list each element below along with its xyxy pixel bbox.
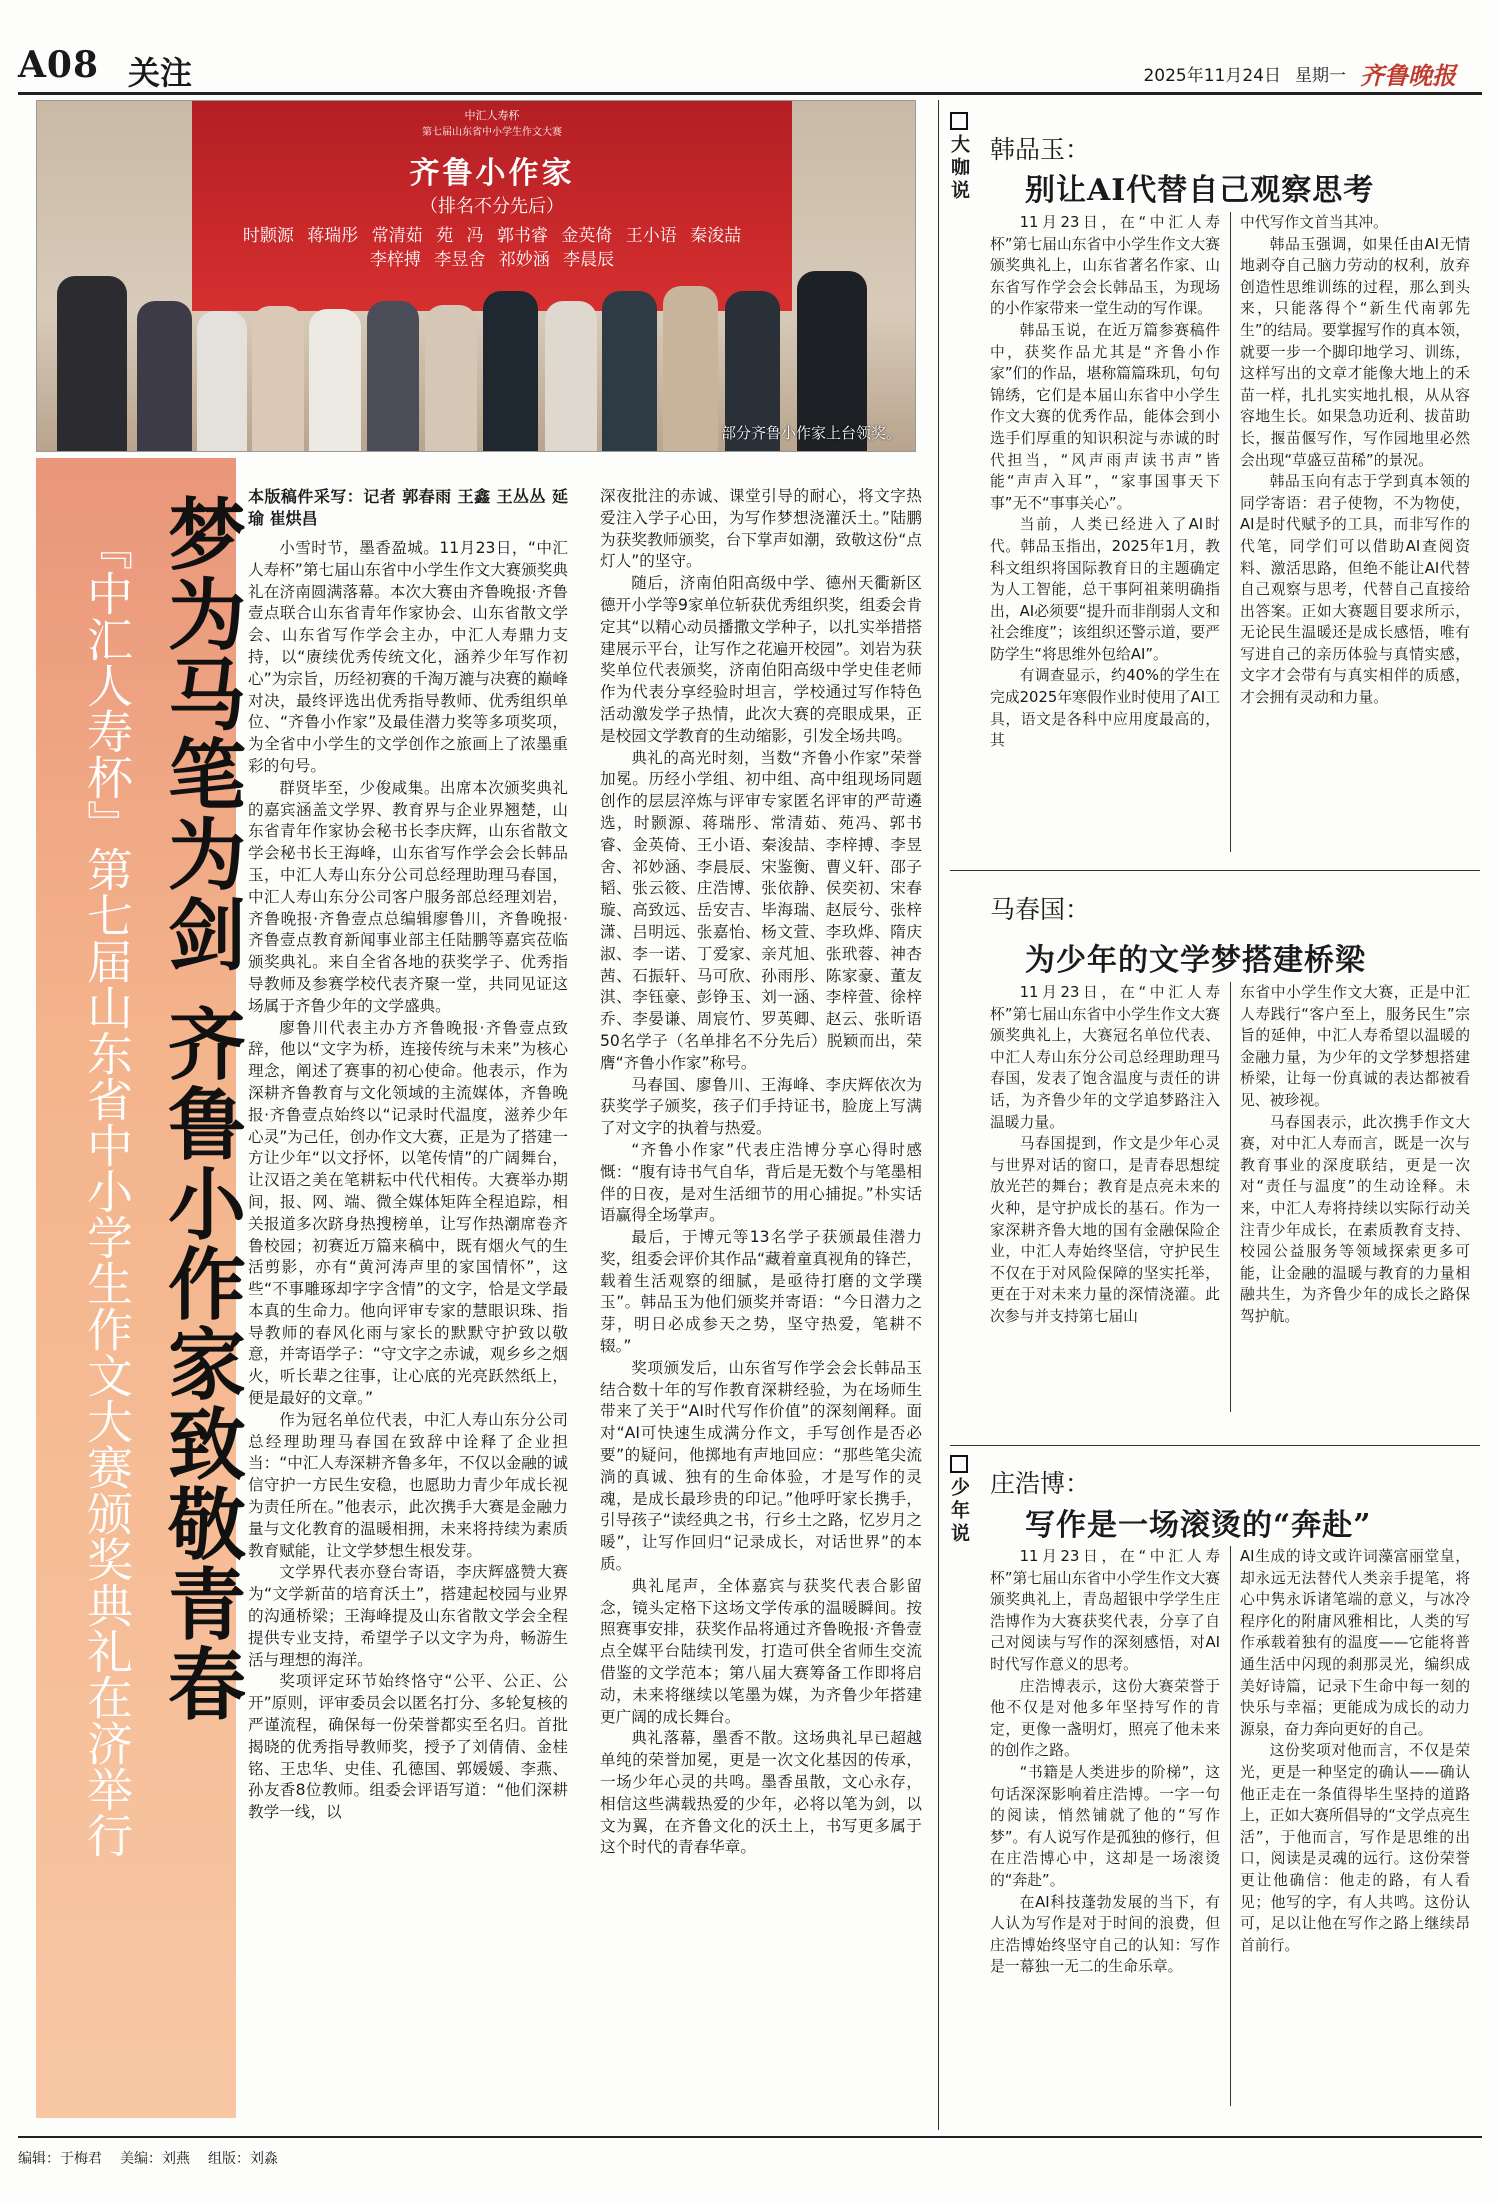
side-col-right: 东省中小学生作文大赛，正是中汇人寿践行“客户至上，服务民生”宗旨的延伸，中汇人寿希望以温暖的金融力量，为少年的文学梦想搭建桥梁，让每一份真诚的表达都被看见、被珍视。 马春国表示，此次携手作文大赛，对中汇人寿而言，既是一次与教育事业的深度联结，更是一次对“责任与温度”的生动诠释。未来，中汇人寿将持续以实际行动关注青少年成长，在素质教育支持、校园公益服务等领域探索更多可能，让金融的温暖与教育的力量相融共生，为齐鲁少年的成长之路保驾护航。: [1240, 984, 1470, 1325]
sub-headline: 『中汇人寿杯』第七届山东省中小学生作文大赛颁奖典礼在济举行: [80, 524, 134, 1858]
award-photo: [36, 100, 916, 452]
article-paragraph: 奖项评定环节始终恪守“公平、公正、公开”原则，评审委员会以匿名打分、多轮复核的严谨流程，确保每一份荣誉都实至名归。首批揭晓的优秀指导教师奖，授予了刘倩倩、金桂铭、王忠华、史佳、孔德国、郭媛媛、李燕、孙友香8位教师。组委会评语写道：“他们深耕教学一线，以: [248, 1672, 568, 1822]
side-col-right: 中代写作文首当其冲。 韩品玉强调，如果任由AI无情地剥夺自己脑力劳动的权利，放弃创造性思维训练的过程，那么到头来，只能落得个“新生代南郭先生”的结局。要掌握写作的真本领，就要一步一个脚印地学习、训练，这样写出的文章才能像大地上的禾苗一样，扎扎实实地扎根，从从容容地生长。如果急功近利、拔苗助长，揠苗偃写作，写作园地里必然会出现“草盛豆苗稀”的景况。 韩品玉向有志于学到真本领的同学寄语：君子使物，不为物使，AI是时代赋予的工具，而非写作的代笔，同学们可以借助AI查阅资料、激活思路，但绝不能让AI代替自己观察与思考，代替自己直接给出答案。正如大赛题目要求所示，无论民生温暖还是成长感悟，唯有写进自己的亲历体验与真情实感，文字才会带有与真实相伴的质感，才会拥有灵动和力量。: [1240, 214, 1470, 707]
banner-title: 齐鲁小作家: [409, 156, 575, 191]
side-divider: [1230, 982, 1231, 1412]
section-divider: [950, 1445, 1480, 1446]
weekday: 星期一: [1295, 66, 1346, 86]
side-divider: [1230, 1546, 1231, 2106]
headline-strip: [36, 458, 246, 2118]
side-title: 写作是一场滚烫的“奔赴”: [1025, 1508, 1372, 1543]
photo-caption: 部分齐鲁小作家上台领奖。: [720, 424, 901, 442]
article-paragraph: 群贤毕至，少俊咸集。出席本次颁奖典礼的嘉宾涵盖文学界、教育界与企业界翘楚，山东省青年作家协会秘书长李庆辉，山东省散文学会秘书长王海峰，山东省写作学会会长韩品玉，中汇人寿山东分公司总经理助理马春国，中汇人寿山东分公司客户服务部总经理刘岩，齐鲁晚报·齐鲁壹点总编辑廖鲁川，齐鲁晚报·齐鲁壹点教育新闻事业部主任陆鹏等嘉宾莅临颁奖典礼。来自全省各地的获奖学子、优秀指导教师及参赛学校代表齐聚一堂，共同见证这场属于齐鲁少年的文学盛典。: [248, 778, 568, 1015]
page-number: A08: [18, 44, 100, 86]
article-col1: [248, 486, 568, 1824]
side-label-experts: 大咖说: [951, 112, 973, 203]
article-paragraph: 小雪时节，墨香盈城。11月23日，“中汇人寿杯”第七届山东省中小学生作文大赛颁奖典礼在济南圆满落幕。本次大赛由齐鲁晚报·齐鲁壹点联合山东省青年作家协会、山东省散文学会、山东省写作学会主办，中汇人寿鼎力支持，以“赓续优秀传统文化，涵养少年写作初心”为宗旨，历经初赛的千淘万漉与决赛的巅峰对决，最终评选出优秀指导教师、优秀组织单位、“齐鲁小作家”及最佳潜力奖等多项奖项，为全省中小学生的文学创作之旅画上了浓墨重彩的句号。: [248, 539, 568, 775]
side-title: 别让AI代替自己观察思考: [1025, 173, 1375, 208]
page-footer: [18, 2148, 278, 2168]
side-divider: [1230, 212, 1231, 852]
article-paragraph: 文学界代表亦登台寄语，李庆辉盛赞大赛为“文学新苗的培育沃土”，搭建起校园与业界的沟通桥梁；王海峰提及山东省散文学会全程提供专业支持，希望学子以文字为舟，畅游生活与理想的海洋。: [248, 1563, 568, 1669]
page-header: [18, 42, 1482, 92]
article-paragraph: “齐鲁小作家”代表庄浩博分享心得时感慨：“腹有诗书气自华，背后是无数个与笔墨相伴的日夜，是对生活细节的用心捕捉。”朴实话语赢得全场掌声。: [600, 1140, 922, 1225]
banner-line1: 中汇人寿杯: [464, 109, 520, 122]
article-paragraph: 深夜批注的赤诚、课堂引导的耐心，将文字热爱注入学子心田，为写作梦想浇灌沃土。”陆鹏为获奖教师颁奖，台下掌声如潮，致敬这份“点灯人”的坚守。: [600, 487, 922, 571]
article-paragraph: 奖项颁发后，山东省写作学会会长韩品玉结合数十年的写作教育深耕经验，为在场师生带来了关于“AI时代写作价值”的深刻阐释。面对“AI可快速生成满分作文，手写创作是否必要”的疑问，他掷地有声地回应：“那些笔尖流淌的真诚、独有的生命体验，才是写作的灵魂，是成长最珍贵的印记。”他呼吁家长携手，引导孩子“读经典之书，行乡土之路，忆岁月之暖”，让写作回归“记录成长，对话世界”的本质。: [600, 1358, 922, 1574]
section-name: 关注: [128, 54, 193, 92]
article-paragraph: 典礼的高光时刻，当数“齐鲁小作家”荣誉加冕。历经小学组、初中组、高中组现场同题创作的层层淬炼与评审专家匿名评审的严苛遴选，时颢源、蒋瑞彤、常清茹、苑冯、郭书睿、金英倚、王小语、秦浚喆、李梓搏、李昱舍、祁妙涵、李晨辰、宋鉴衡、曹义轩、邵子韬、张云筱、庄浩博、张依静、侯奕初、宋春璇、高致远、岳安吉、毕海瑞、赵辰兮、张梓潇、吕明远、张嘉怡、杨文萱、李玖烨、隋庆淑、李一诺、丁爱家、亲芃旭、张玳蓉、神杏茜、石振轩、马可欣、孙雨彤、陈家豪、董友淇、李钰豪、彭铮玉、刘一涵、李梓萱、徐梓乔、李晏谦、周宸竹、罗英卿、赵云、张昕语50名学子（名单排名不分先后）脱颖而出，荣膺“齐鲁小作家”称号。: [600, 748, 922, 1072]
byline: 本版稿件采写：记者 郭春雨 王鑫 王丛丛 延瑜 崔烘昌: [248, 487, 568, 528]
article-paragraph: 马春国、廖鲁川、王海峰、李庆辉依次为获奖学子颁奖，孩子们手持证书，脸庞上写满了对文字的执着与热爱。: [600, 1075, 922, 1138]
header-rule: [18, 92, 1482, 95]
column-divider: [938, 100, 939, 2130]
side-col-left: 11月23日，在“中汇人寿杯”第七届山东省中小学生作文大赛颁奖典礼上，大赛冠名单位代表、中汇人寿山东分公司总经理助理马春国，发表了饱含温度与责任的讲话，为齐鲁少年的文学追梦路注入温暖力量。 马春国提到，作文是少年心灵与世界对话的窗口，是青春思想绽放光芒的舞台；教育是点亮未来的火种，是守护成长的基石。作为一家深耕齐鲁大地的国有金融保险企业，中汇人寿始终坚信，守护民生不仅在于对风险保障的坚实托举，更在于对未来力量的深情浇灌。此次参与并支持第七届山: [990, 984, 1220, 1325]
box-icon: [950, 1455, 968, 1473]
speaker-name: 庄浩博：: [990, 1469, 1091, 1498]
banner-sub: （排名不分先后）: [420, 196, 564, 217]
layout-credit: 组版：刘淼: [208, 2151, 278, 2167]
section-divider: [950, 870, 1480, 871]
article-paragraph: 典礼尾声，全体嘉宾与获奖代表合影留念，镜头定格下这场文学传承的温暖瞬间。按照赛事安排，获奖作品将通过齐鲁晚报·齐鲁壹点全媒平台陆续刊发，打造可供全省师生交流借鉴的文学范本；第八届大赛筹备工作即将启动，未来将继续以笔墨为媒，为齐鲁少年搭建更广阔的成长舞台。: [600, 1576, 922, 1726]
side-label-youth: 少年说: [951, 1455, 973, 1546]
article-paragraph: 作为冠名单位代表，中汇人寿山东分公司总经理助理马春国在致辞中诠释了企业担当：“中汇人寿深耕齐鲁多年，不仅以金融的诚信守护一方民生安稳，也愿助力青少年成长视为责任所在。”他表示，此次携手大赛是金融力量与文化教育的温暖相拥，未来将持续为素质教育赋能，让文学梦想生根发芽。: [248, 1410, 568, 1560]
article-paragraph: 典礼落幕，墨香不散。这场典礼早已超越单纯的荣誉加冕，更是一次文化基因的传承，一场少年心灵的共鸣。墨香虽散，文心永存，相信这些满载热爱的少年，必将以笔为剑，以文为翼，在齐鲁文化的沃土上，书写更多属于这个时代的青春华章。: [600, 1729, 922, 1857]
footer-rule: [18, 2136, 1482, 2138]
article-paragraph: 随后，济南伯阳高级中学、德州天衢新区德开小学等9家单位斩获优秀组织奖，组委会肯定其“以精心动员播撒文学种子，以扎实举措搭建展示平台，让写作之花遍开校园”。刘岩为获奖单位代表颁奖，济南伯阳高级中学史佳老师作为代表分享经验时坦言，学校通过写作特色活动激发学子热情，此次大赛的亮眼成果，正是校园文学教育的生动缩影，引发全场共鸣。: [600, 574, 922, 745]
date: 2025年11月24日: [1143, 66, 1281, 86]
side-col-left: 11月23日，在“中汇人寿杯”第七届山东省中小学生作文大赛颁奖典礼上，山东省著名作家、山东省写作学会会长韩品玉，为现场的小作家带来一堂生动的写作课。 韩品玉说，在近万篇参赛稿件中，获奖作品尤其是“齐鲁小作家”们的作品，堪称篇篇珠玑，句句锦绣，它们是本届山东省中小学生作文大赛的优秀作品，能体会到小选手们厚重的知识积淀与赤诚的时代担当，“风声雨声读书声”皆能“声声入耳”，“家事国事天下事”无不“事事关心”。 当前，人类已经进入了AI时代。韩品玉指出，2025年1月，教科文组织将国际教育日的主题确定为人工智能，总干事阿祖莱明确指出，AI必须要“提升而非削弱人文和社会维度”；该组织还警示道，要严防学生“将思维外包给AI”。 有调查显示，约40%的学生在完成2025年寒假作业时使用了AI工具，语文是各科中应用度最高的，其: [990, 214, 1220, 750]
editor-credit: 编辑：于梅君: [18, 2151, 102, 2167]
article-paragraph: 廖鲁川代表主办方齐鲁晚报·齐鲁壹点致辞，他以“文字为桥，连接传统与未来”为核心理念，阐述了赛事的初心使命。他表示，作为深耕齐鲁教育与文化领域的主流媒体，齐鲁晚报·齐鲁壹点始终以“记录时代温度，滋养少年心灵”为己任，创办作文大赛，正是为了搭建一方让少年“以文抒怀，以笔传情”的广阔舞台，让汉语之美在笔耕耘中代代相传。大赛举办期间，报、网、端、微全媒体矩阵全程追踪，相关报道多次跻身热搜榜单，让写作热潮席卷齐鲁校园；初赛近万篇来稿中，既有烟火气的生活剪影，亦有“黄河涛声里的家国情怀”，这些“不事雕琢却字字含情”的文字，恰是文学最本真的生命力。他向评审专家的慧眼识珠、指导教师的春风化雨与家长的默默守护致以敬意，并寄语学子：“守文字之赤诚，观乡乡之烟火，听长辈之往事，让心底的光亮跃然纸上，便是最好的文章。”: [248, 1018, 568, 1408]
side-col-right: AI生成的诗文或许词藻富丽堂皇，却永远无法替代人类亲手提笔，将心中隽永诉诸笔端的意义，与冰冷程序化的附庸风雅相比，人类的写作承载着独有的温度——它能将普通生活中闪现的刹那灵光，编织成美好诗篇，记录下生命中每一刻的快乐与幸福；更能成为成长的动力源泉，奋力奔向更好的自己。 这份奖项对他而言，不仅是荣光，更是一种坚定的确认——确认他正走在一条值得毕生坚持的道路上，正如大赛所倡导的“文学点亮生活”，于他而言，写作是思维的出口，阅读是灵魂的远行。这份荣誉更让他确信：他走的路，有人看见；他写的字，有人共鸣。这份认可，足以让他在写作之路上继续昂首前行。: [1240, 1548, 1470, 1954]
speaker-name: 韩品玉：: [990, 135, 1091, 164]
banner-line2: 第七届山东省中小学生作文大赛: [422, 127, 562, 138]
side-title: 为少年的文学梦搭建桥梁: [1025, 943, 1366, 978]
header-meta: [1143, 56, 1456, 91]
speaker-name: 马春国：: [990, 895, 1091, 924]
main-headline: 梦为马笔为剑 齐鲁小作家致敬青春: [155, 494, 246, 1724]
article-col2: [600, 486, 922, 1859]
box-icon: [950, 112, 968, 130]
brand-logo: 齐鲁晚报: [1360, 62, 1456, 90]
side-col-left: 11月23日，在“中汇人寿杯”第七届山东省中小学生作文大赛颁奖典礼上，青岛超银中学学生庄浩博作为大赛获奖代表，分享了自己对阅读与写作的深刻感悟，对AI时代写作意义的思考。 庄浩博表示，这份大赛荣誉于他不仅是对他多年坚持写作的肯定，更像一盏明灯，照亮了他未来的创作之路。 “书籍是人类进步的阶梯”，这句话深深影响着庄浩博。一字一句的阅读，悄然铺就了他的“写作梦”。有人说写作是孤独的修行，但在庄浩博心中，这却是一场滚烫的“奔赴”。 在AI科技蓬勃发展的当下，有人认为写作是对于时间的浪费，但庄浩博始终坚守自己的认知：写作是一幕独一无二的生命乐章。: [990, 1548, 1220, 1976]
art-credit: 美编：刘燕: [120, 2151, 190, 2167]
article-paragraph: 最后，于博元等13名学子获颁最佳潜力奖，组委会评价其作品“藏着童真视角的锋芒，载着生活观察的细腻，是亟待打磨的文学璞玉”。韩品玉为他们颁奖并寄语：“今日潜力之芽，明日必成参天之势，坚守热爱，笔耕不辍。”: [600, 1228, 922, 1356]
banner-names: 时颢源 蒋瑞彤 常清茹 苑 冯 郭书睿 金英倚 王小语 秦浚喆 李梓搏 李昱舍 祁妙涵 李晨辰: [242, 226, 742, 270]
